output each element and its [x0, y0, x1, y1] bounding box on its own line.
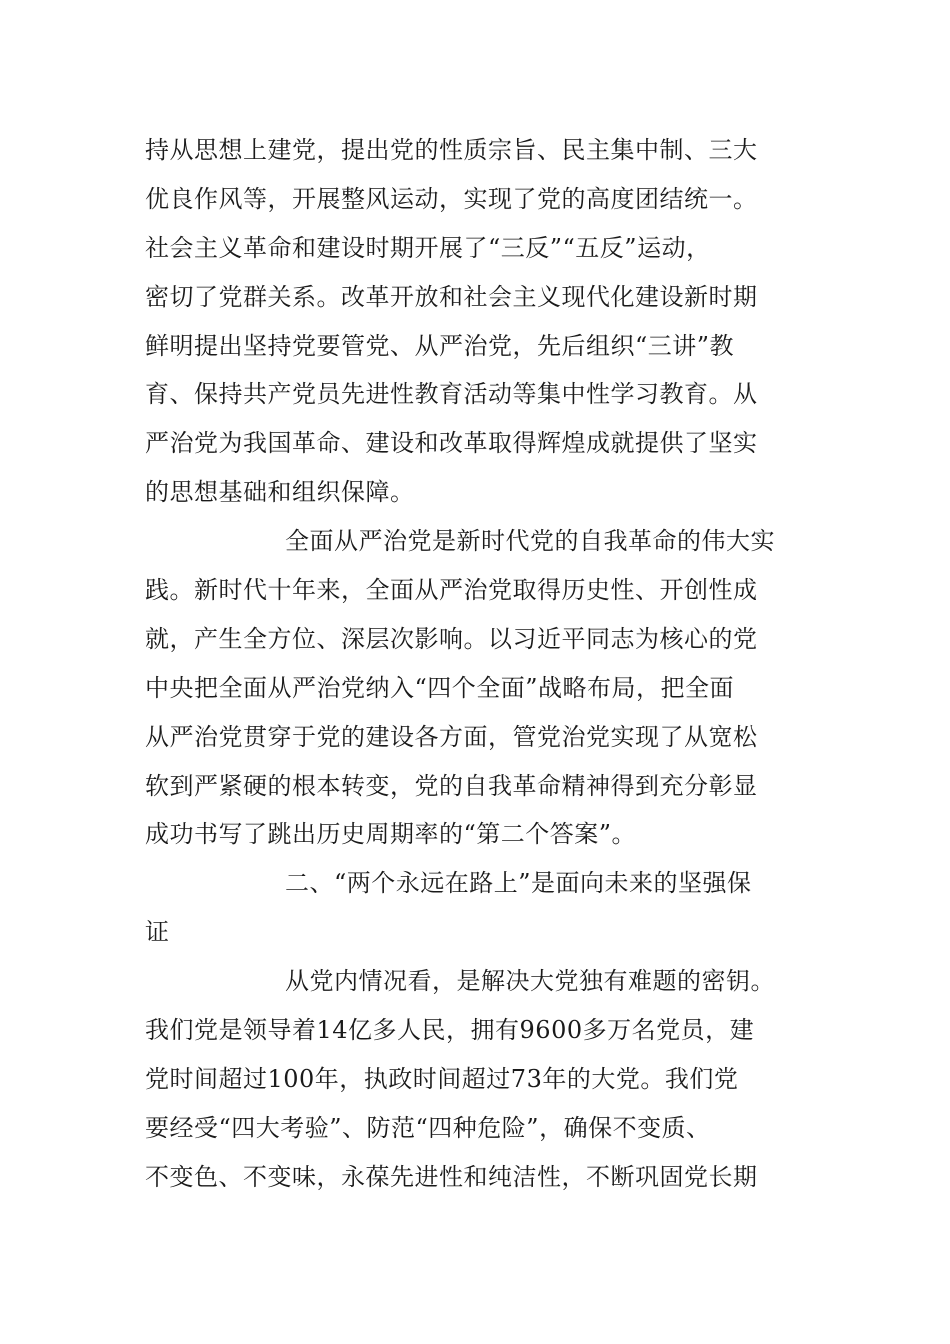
text-line: 成功书写了跳出历史周期率的“第二个答案”。: [145, 820, 637, 849]
text-line: 的思想基础和组织保障。: [145, 478, 415, 507]
text-line: 软到严紧硬的根本转变，党的自我革命精神得到充分彰显: [145, 771, 758, 800]
text-line: 鲜明提出坚持党要管党、从严治党，先后组织“三讲”教: [145, 331, 735, 360]
text-line: 优良作风等，开展整风运动，实现了党的高度团结统一。: [145, 184, 758, 213]
text-line: 社会主义革命和建设时期开展了“三反”“五反”运动，: [145, 233, 711, 262]
text-line: 要经受“四大考验”、防范“四种危险”，确保不变质、: [145, 1113, 711, 1142]
section-heading-line: 二、“两个永远在路上”是面向未来的坚强保: [285, 869, 752, 898]
text-line: 党时间超过100年，执政时间超过73年的大党。我们党: [145, 1064, 739, 1093]
text-line: 中央把全面从严治党纳入“四个全面”战略布局，把全面: [145, 673, 735, 702]
section-heading-line: 证: [145, 918, 170, 947]
paragraph-start-line: 全面从严治党是新时代党的自我革命的伟大实: [285, 527, 775, 556]
text-line: 育、保持共产党员先进性教育活动等集中性学习教育。从: [145, 380, 758, 409]
document-body: [145, 126, 813, 1202]
text-line: 践。新时代十年来，全面从严治党取得历史性、开创性成: [145, 576, 758, 605]
paragraph-start-line: 从党内情况看，是解决大党独有难题的密钥。: [285, 967, 775, 996]
text-line: 密切了党群关系。改革开放和社会主义现代化建设新时期: [145, 282, 758, 311]
text-line: 持从思想上建党，提出党的性质宗旨、民主集中制、三大: [145, 136, 758, 164]
text-line: 从严治党贯穿于党的建设各方面，管党治党实现了从宽松: [145, 722, 758, 751]
text-line: 我们党是领导着14亿多人民，拥有9600多万名党员，建: [145, 1016, 755, 1045]
text-line: 就，产生全方位、深层次影响。以习近平同志为核心的党: [145, 624, 758, 653]
text-line: 不变色、不变味，永葆先进性和纯洁性，不断巩固党长期: [145, 1162, 758, 1191]
text-line: 严治党为我国革命、建设和改革取得辉煌成就提供了坚实: [145, 429, 758, 458]
